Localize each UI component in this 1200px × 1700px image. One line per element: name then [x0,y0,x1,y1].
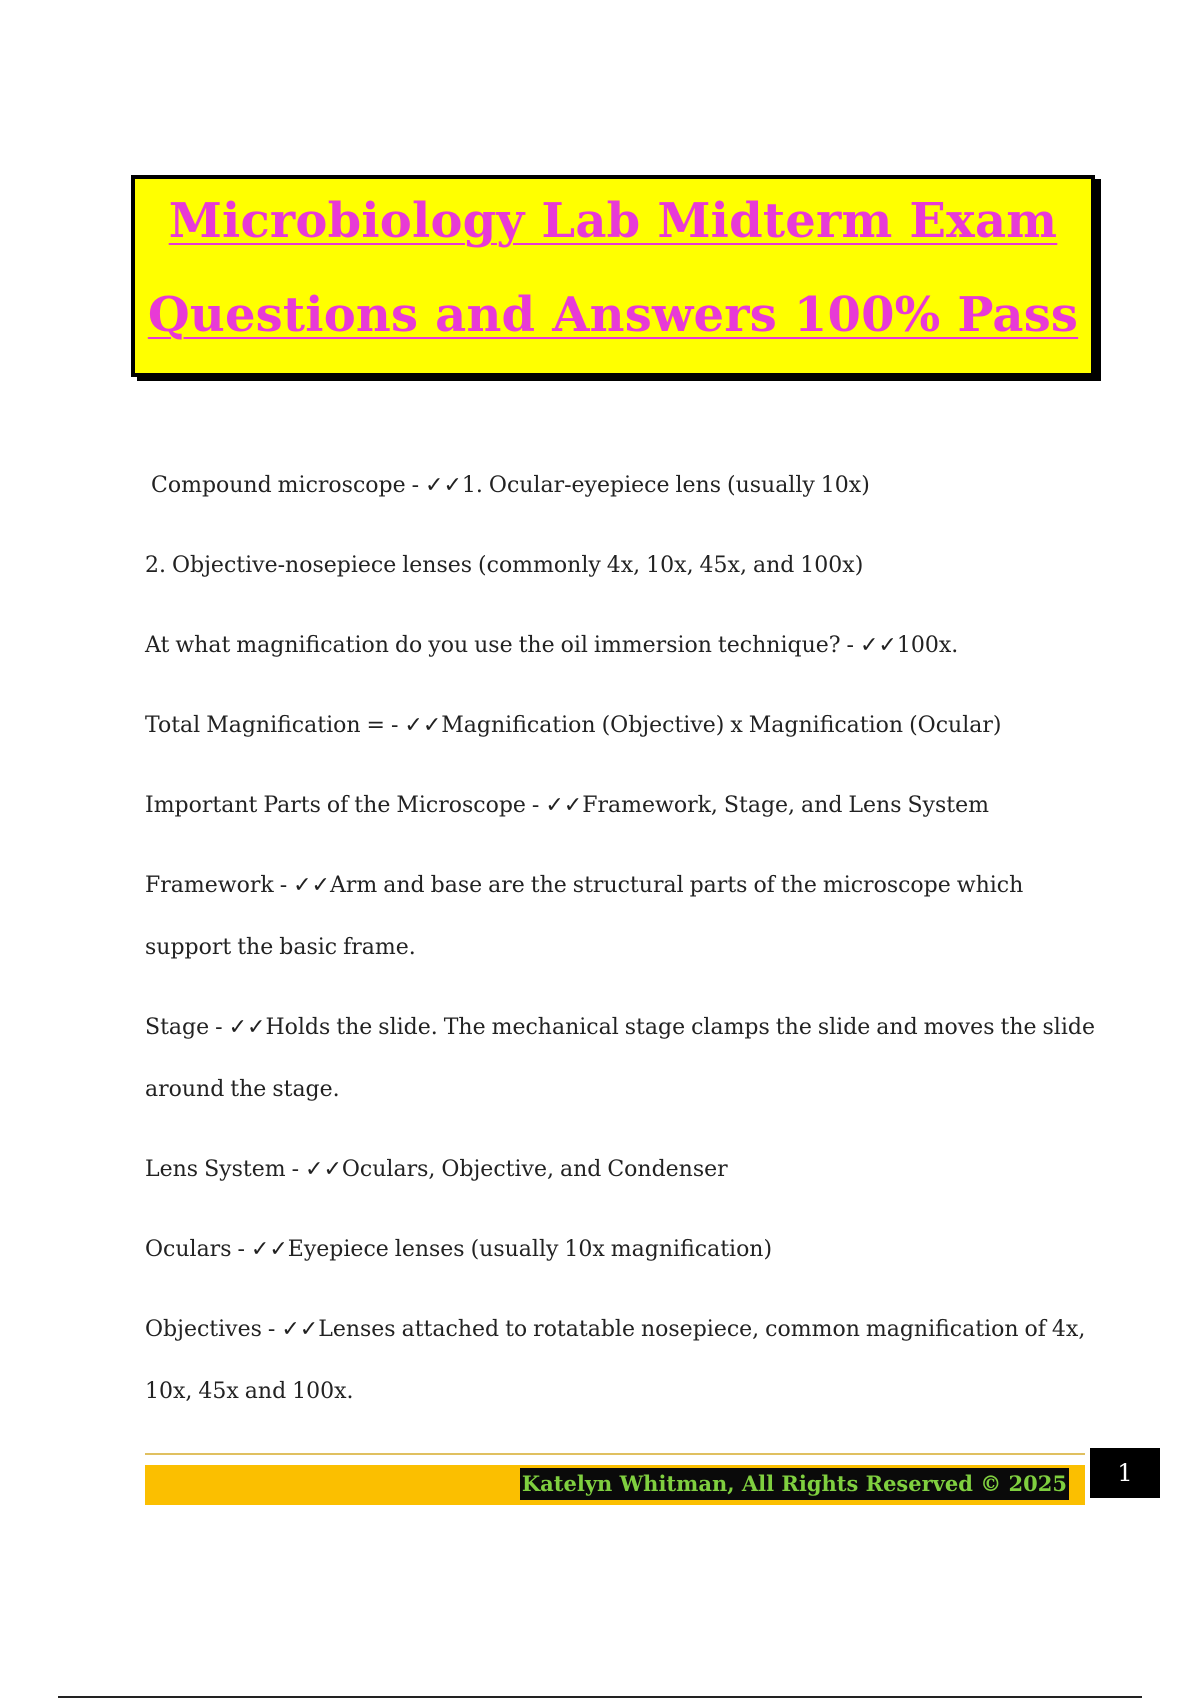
qa-item-framework: Framework - ✓✓Arm and base are the structural parts of the microscope which support the basic frame. [145,873,1024,960]
qa-item-total-magnification: Total Magnification = - ✓✓Magnification (Objective) x Magnification (Ocular) [145,713,1002,738]
qa-list [145,455,1095,1441]
check-icon: ✓✓ [404,713,442,738]
document-title-line-1: Microbiology Lab Midterm Exam [168,193,1058,249]
qa-item-objectives: Objectives - ✓✓Lenses attached to rotatable nosepiece, common magnification of 4x, 10x, 45x and 100x. [145,1317,1086,1404]
check-icon: ✓✓ [305,1157,342,1182]
document-title-line-2: Questions and Answers 100% Pass [147,287,1079,343]
qa-item-compound-microscope: Compound microscope - ✓✓1. Ocular-eyepiece lens (usually 10x) [151,473,870,498]
check-icon: ✓✓ [228,1015,266,1040]
check-icon: ✓✓ [293,873,330,898]
check-icon: ✓✓ [250,1237,288,1262]
check-icon: ✓✓ [425,473,462,498]
footer-bar [145,1465,1085,1505]
qa-item-oculars: Oculars - ✓✓Eyepiece lenses (usually 10x magnification) [145,1237,773,1262]
qa-item-objective-lenses: 2. Objective-nosepiece lenses (commonly 4x, 10x, 45x, and 100x) [145,553,864,578]
qa-item-lens-system: Lens System - ✓✓Oculars, Objective, and Condenser [145,1157,728,1182]
qa-item-important-parts: Important Parts of the Microscope - ✓✓Framework, Stage, and Lens System [145,793,989,818]
qa-item-oil-immersion: At what magnification do you use the oil immersion technique? - ✓✓100x. [145,633,959,658]
page-bottom-rule [58,1696,1142,1698]
footer-divider [145,1453,1085,1455]
check-icon: ✓✓ [281,1317,319,1342]
copyright-notice: Katelyn Whitman, All Rights Reserved © 2025 [520,1468,1069,1500]
qa-item-stage: Stage - ✓✓Holds the slide. The mechanical stage clamps the slide and moves the slide around the stage. [145,1015,1095,1102]
check-icon: ✓✓ [859,633,897,658]
title-box [131,175,1095,377]
page-number: 1 [1090,1448,1160,1498]
check-icon: ✓✓ [545,793,583,818]
